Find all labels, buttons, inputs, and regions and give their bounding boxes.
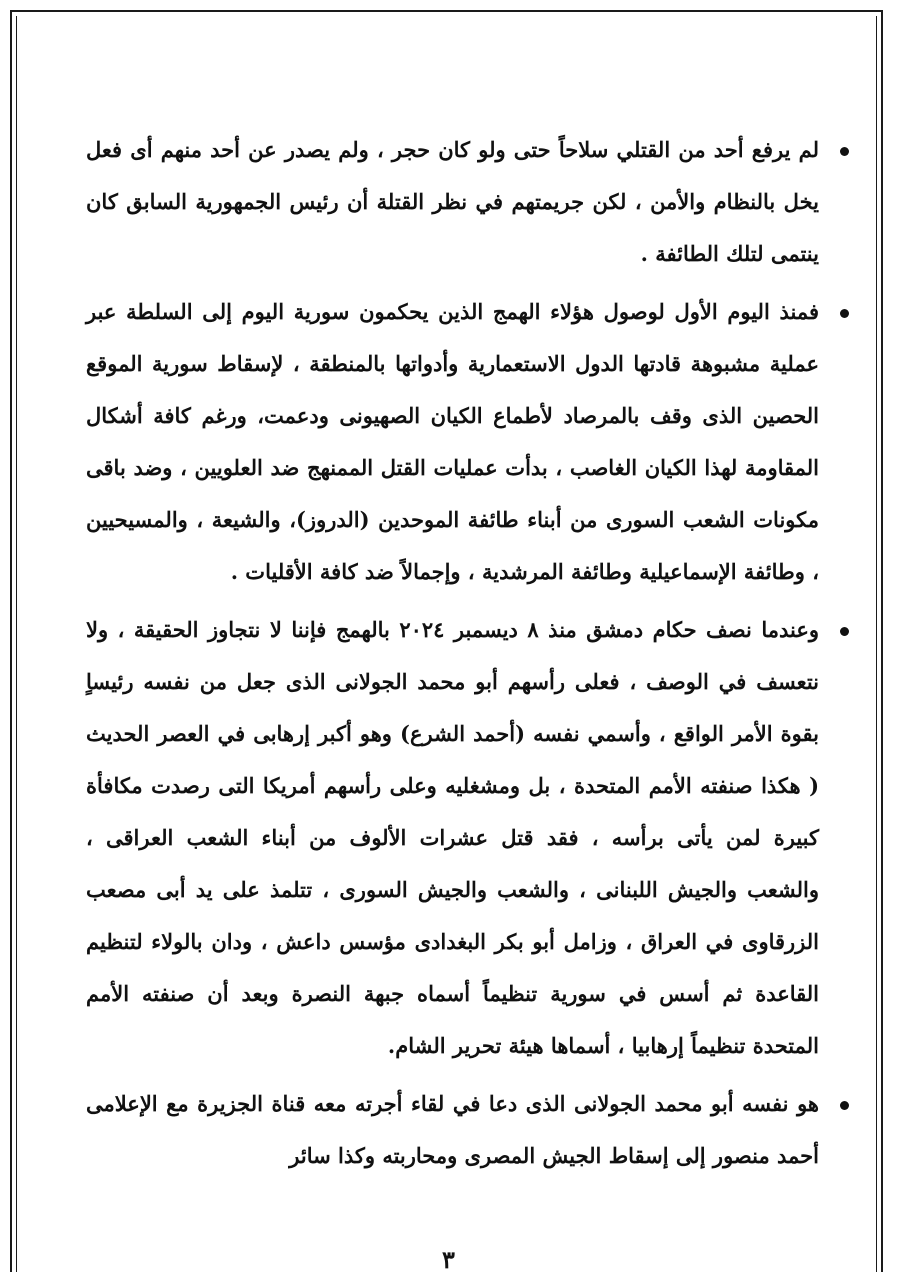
bullet-list [86,124,853,1182]
page-number: ٣ [442,1245,455,1274]
bullet-icon [840,1101,849,1110]
page-border-inner-left [16,16,17,1272]
bullet-item-2 [86,286,853,598]
bullet-text-1: لم يرفع أحد من القتلي سلاحاً حتى ولو كان حجر ، ولم يصدر عن أحد منهم أى فعل يخل بالنظام والأمن ، لكن جريمتهم في نظر القتلة أن رئيس الجمهورية السابق كان ينتمى لتلك الطائفة . [86,137,819,266]
bullet-item-4 [86,1078,853,1182]
bullet-icon [840,627,849,636]
document-body [86,124,853,1188]
bullet-item-3 [86,604,853,1072]
bullet-text-4: هو نفسه أبو محمد الجولانى الذى دعا في لقاء أجرته معه قناة الجزيرة مع الإعلامى أحمد منصور إلى إسقاط الجيش المصرى ومحاربته وكذا سائر [86,1091,819,1168]
bullet-icon [840,309,849,318]
bullet-text-2: فمنذ اليوم الأول لوصول هؤلاء الهمج الذين يحكمون سورية اليوم إلى السلطة عبر عملية مشبوهة قادتها الدول الاستعمارية وأدواتها بالمنطقة ، لإسقاط سورية الموقع الحصين الذى وقف بالمرصاد لأطماع الكيان الصهيونى ودعمت، ورغم كافة أشكال المقاومة لهذا الكيان الغاصب ، بدأت عمليات القتل الممنهج ضد العلويين ، وضد باقى مكونات الشعب السورى من أبناء طائفة الموحدين (الدروز)، والشيعة ، والمسيحيين ، وطائفة الإسماعيلية وطائفة المرشدية ، وإجمالاً ضد كافة الأقليات . [86,299,819,584]
bullet-icon [840,147,849,156]
bullet-item-1 [86,124,853,280]
page-border-inner-right [876,16,877,1272]
bullet-text-3: وعندما نصف حكام دمشق منذ ٨ ديسمبر ٢٠٢٤ بالهمج فإننا لا نتجاوز الحقيقة ، ولا نتعسف في الوصف ، فعلى رأسهم أبو محمد الجولانى الذى جعل من نفسه رئيساٍ بقوة الأمر الواقع ، وأسمي نفسه (أحمد الشرع) وهو أكبر إرهابى في العصر الحديث ( هكذا صنفته الأمم المتحدة ، بل ومشغليه وعلى رأسهم أمريكا التى رصدت مكافأة كبيرة لمن يأتى برأسه ، فقد قتل عشرات الألوف من أبناء الشعب العراقى ، والشعب والجيش اللبنانى ، والشعب والجيش السورى ، تتلمذ على يد أبى مصعب الزرقاوى في العراق ، وزامل أبو بكر البغدادى مؤسس داعش ، ودان بالولاء لتنظيم القاعدة ثم أسس في سورية تنظيماً أسماه جبهة النصرة وبعد أن صنفته الأمم المتحدة تنظيماً إرهابيا ، أسماها هيئة تحرير الشام. [86,617,819,1058]
